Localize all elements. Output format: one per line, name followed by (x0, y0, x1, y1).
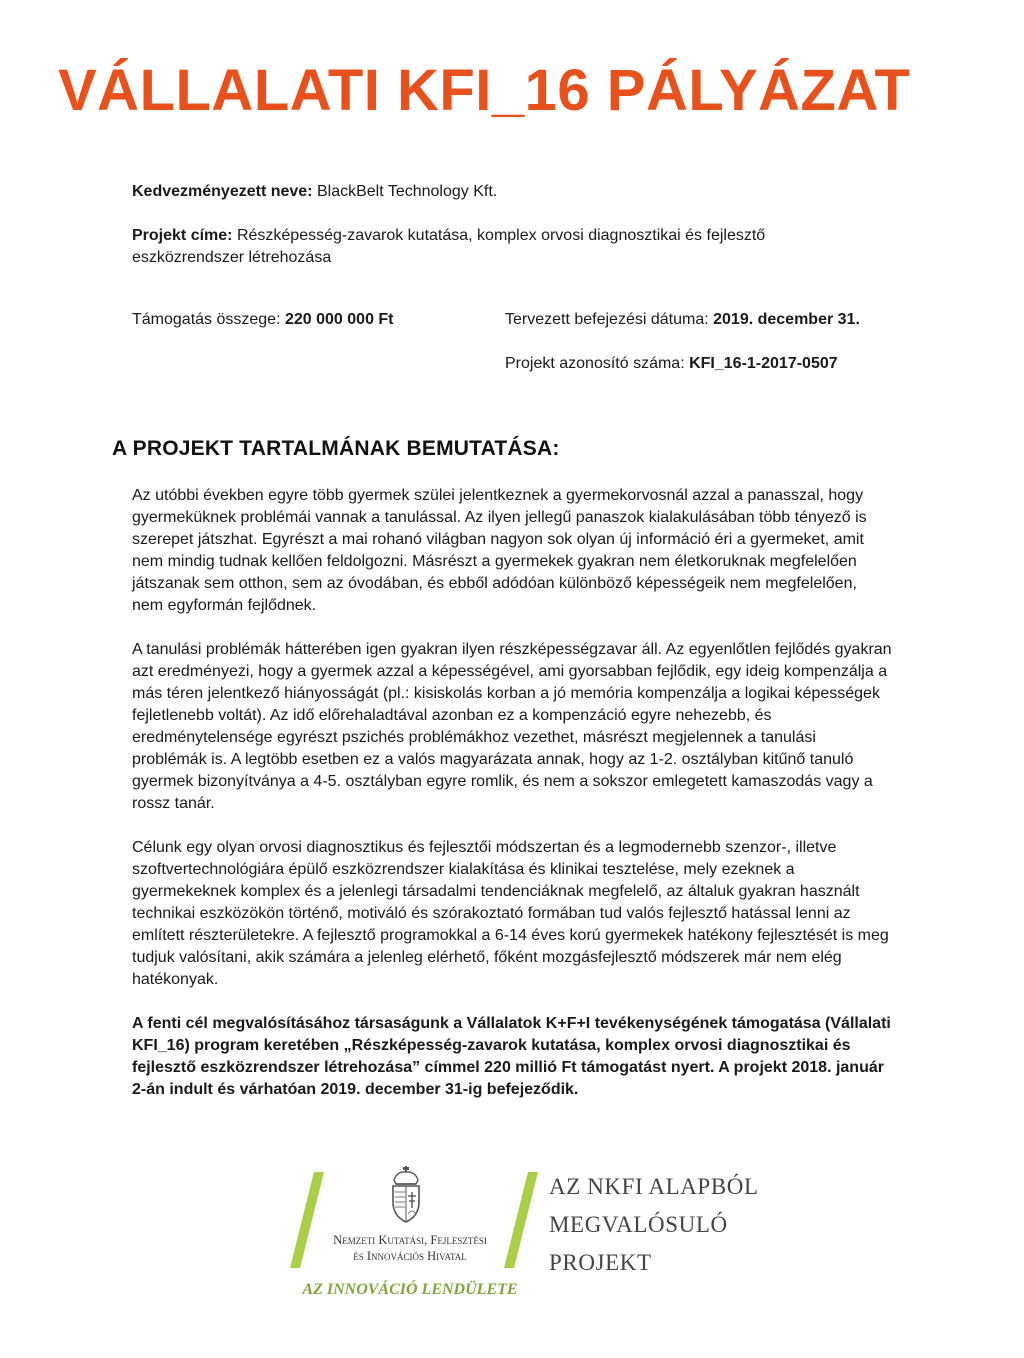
paragraph: Az utóbbi években egyre több gyermek szülei jelentkeznek a gyermekorvosnál azzal a panasszal, hogy gyermeküknek problémái vannak a tanulással. Az ilyen jellegű panaszok kialakulásában több tényező is szerepet játszhat. Egyrészt a mai rohanó világban nagyon sok olyan új információ éri a gyermeket, amit nem mindig tudnak kellően feldolgozni. Másrészt a gyermekek gyakran nem életkoruknak megfelelően játszanak sem otthon, sem az óvodában, és ebből adódóan különböző képességeik nem megfelelően, nem egyformán fejlődnek. (132, 487, 867, 614)
paragraph: A tanulási problémák hátterében igen gyakran ilyen részképességzavar áll. Az egyenlőtlen fejlődés gyakran azt eredményezi, hogy a gyermek azzal a képességével, ami gyorsabban fejlődik, egy ideig kompenzálja a más téren jelentkező hiányosságát (pl.: kisiskolás korban a jó memória kompenzálja a logikai képességek fejletlenebb voltát). Az idő előrehaladtával azonban ez a kompenzáció egyre nehezebb, és eredménytelensége egyrészt pszichés problémákhoz vezethet, másrészt megjelennek a tanulási problémák is. A legtöbb esetben ez a valós magyarázata annak, hogy az 1-2. osztályban kitűnő tanuló gyermek bizonyítványa a 4-5. osztályban egyre romlik, és nem a sokszor emlegetett kamaszodás vagy a rossz tanár. (132, 641, 892, 812)
project-id-value: KFI_16-1-2017-0507 (689, 355, 838, 372)
nkfi-line-1: AZ NKFI ALAPBÓL (549, 1174, 759, 1199)
amount-row (132, 309, 394, 331)
amount-value: 220 000 000 Ft (284, 311, 394, 328)
project-title-label: Projekt címe: (132, 227, 233, 244)
project-description (132, 485, 892, 1123)
footer-logo (0, 1160, 1024, 1320)
summary-paragraph: A fenti cél megvalósításához társaságunk a Vállalatok K+F+I tevékenységének támogatása (Vállalati KFI_16) program keretében „Részképesség-zavarok kutatása, komplex orvosi diagnosztikai és fejlesztő eszközrendszer létrehozása” címmel 220 millió Ft támogatást nyert. A projekt 2018. január 2-án indult és várhatóan 2019. december 31-ig befejeződik. (132, 1015, 891, 1098)
amount-label: Támogatás összege: (132, 311, 281, 328)
section-heading: A PROJEKT TARTALMÁNAK BEMUTATÁSA: (112, 437, 560, 460)
coat-of-arms-icon (388, 1166, 424, 1226)
page-title: VÁLLALATI KFI_16 PÁLYÁZAT (58, 58, 911, 123)
end-date-row (505, 309, 860, 331)
end-date-label: Tervezett befejezési dátuma: (505, 311, 709, 328)
agency-line-1: Nemzeti Kutatási, Fejlesztési (333, 1233, 487, 1247)
nkfi-line-2: MEGVALÓSULÓ (549, 1212, 728, 1237)
tagline: AZ INNOVÁCIÓ LENDÜLETE (302, 1281, 518, 1298)
paragraph: Célunk egy olyan orvosi diagnosztikus és fejlesztői módszertan és a legmodernebb szenzor-, illetve szoftvertechnológiára épülő eszközrendszer kialakítása és klinikai tesztelése, mely ezeknek a gyermekeknek komplex és a jelenlegi társadalmi tendenciáknak megfelelő, az általuk gyakran használt technikai eszközökön történő, motiváló és szórakoztató formában tud valós fejlesztő hatással lenni az említett részterületekre. A fejlesztő programokkal a 6-14 éves korú gyermekek hatékony fejlesztését is meg tudjuk valósítani, akik számára a jelenleg elérhető, főként mozgásfejlesztő módszerek már nem elég hatékonyak. (132, 839, 889, 988)
beneficiary-label: Kedvezményezett neve: (132, 183, 313, 200)
project-title-row (132, 225, 852, 269)
end-date-value: 2019. december 31. (713, 311, 860, 328)
nkfi-statement (549, 1168, 759, 1282)
nkfi-line-3: PROJEKT (549, 1250, 652, 1275)
beneficiary-value: BlackBelt Technology Kft. (316, 183, 498, 200)
project-id-label: Projekt azonosító száma: (505, 355, 685, 372)
beneficiary-row (132, 181, 497, 203)
project-id-row (505, 353, 838, 375)
green-slash-icon (504, 1172, 538, 1268)
project-title-value: Részképesség-zavarok kutatása, komplex orvosi diagnosztikai és fejlesztő eszközrendszer létrehozása (132, 227, 766, 266)
agency-name (300, 1232, 520, 1264)
agency-line-2: és Innovációs Hivatal (353, 1249, 467, 1263)
